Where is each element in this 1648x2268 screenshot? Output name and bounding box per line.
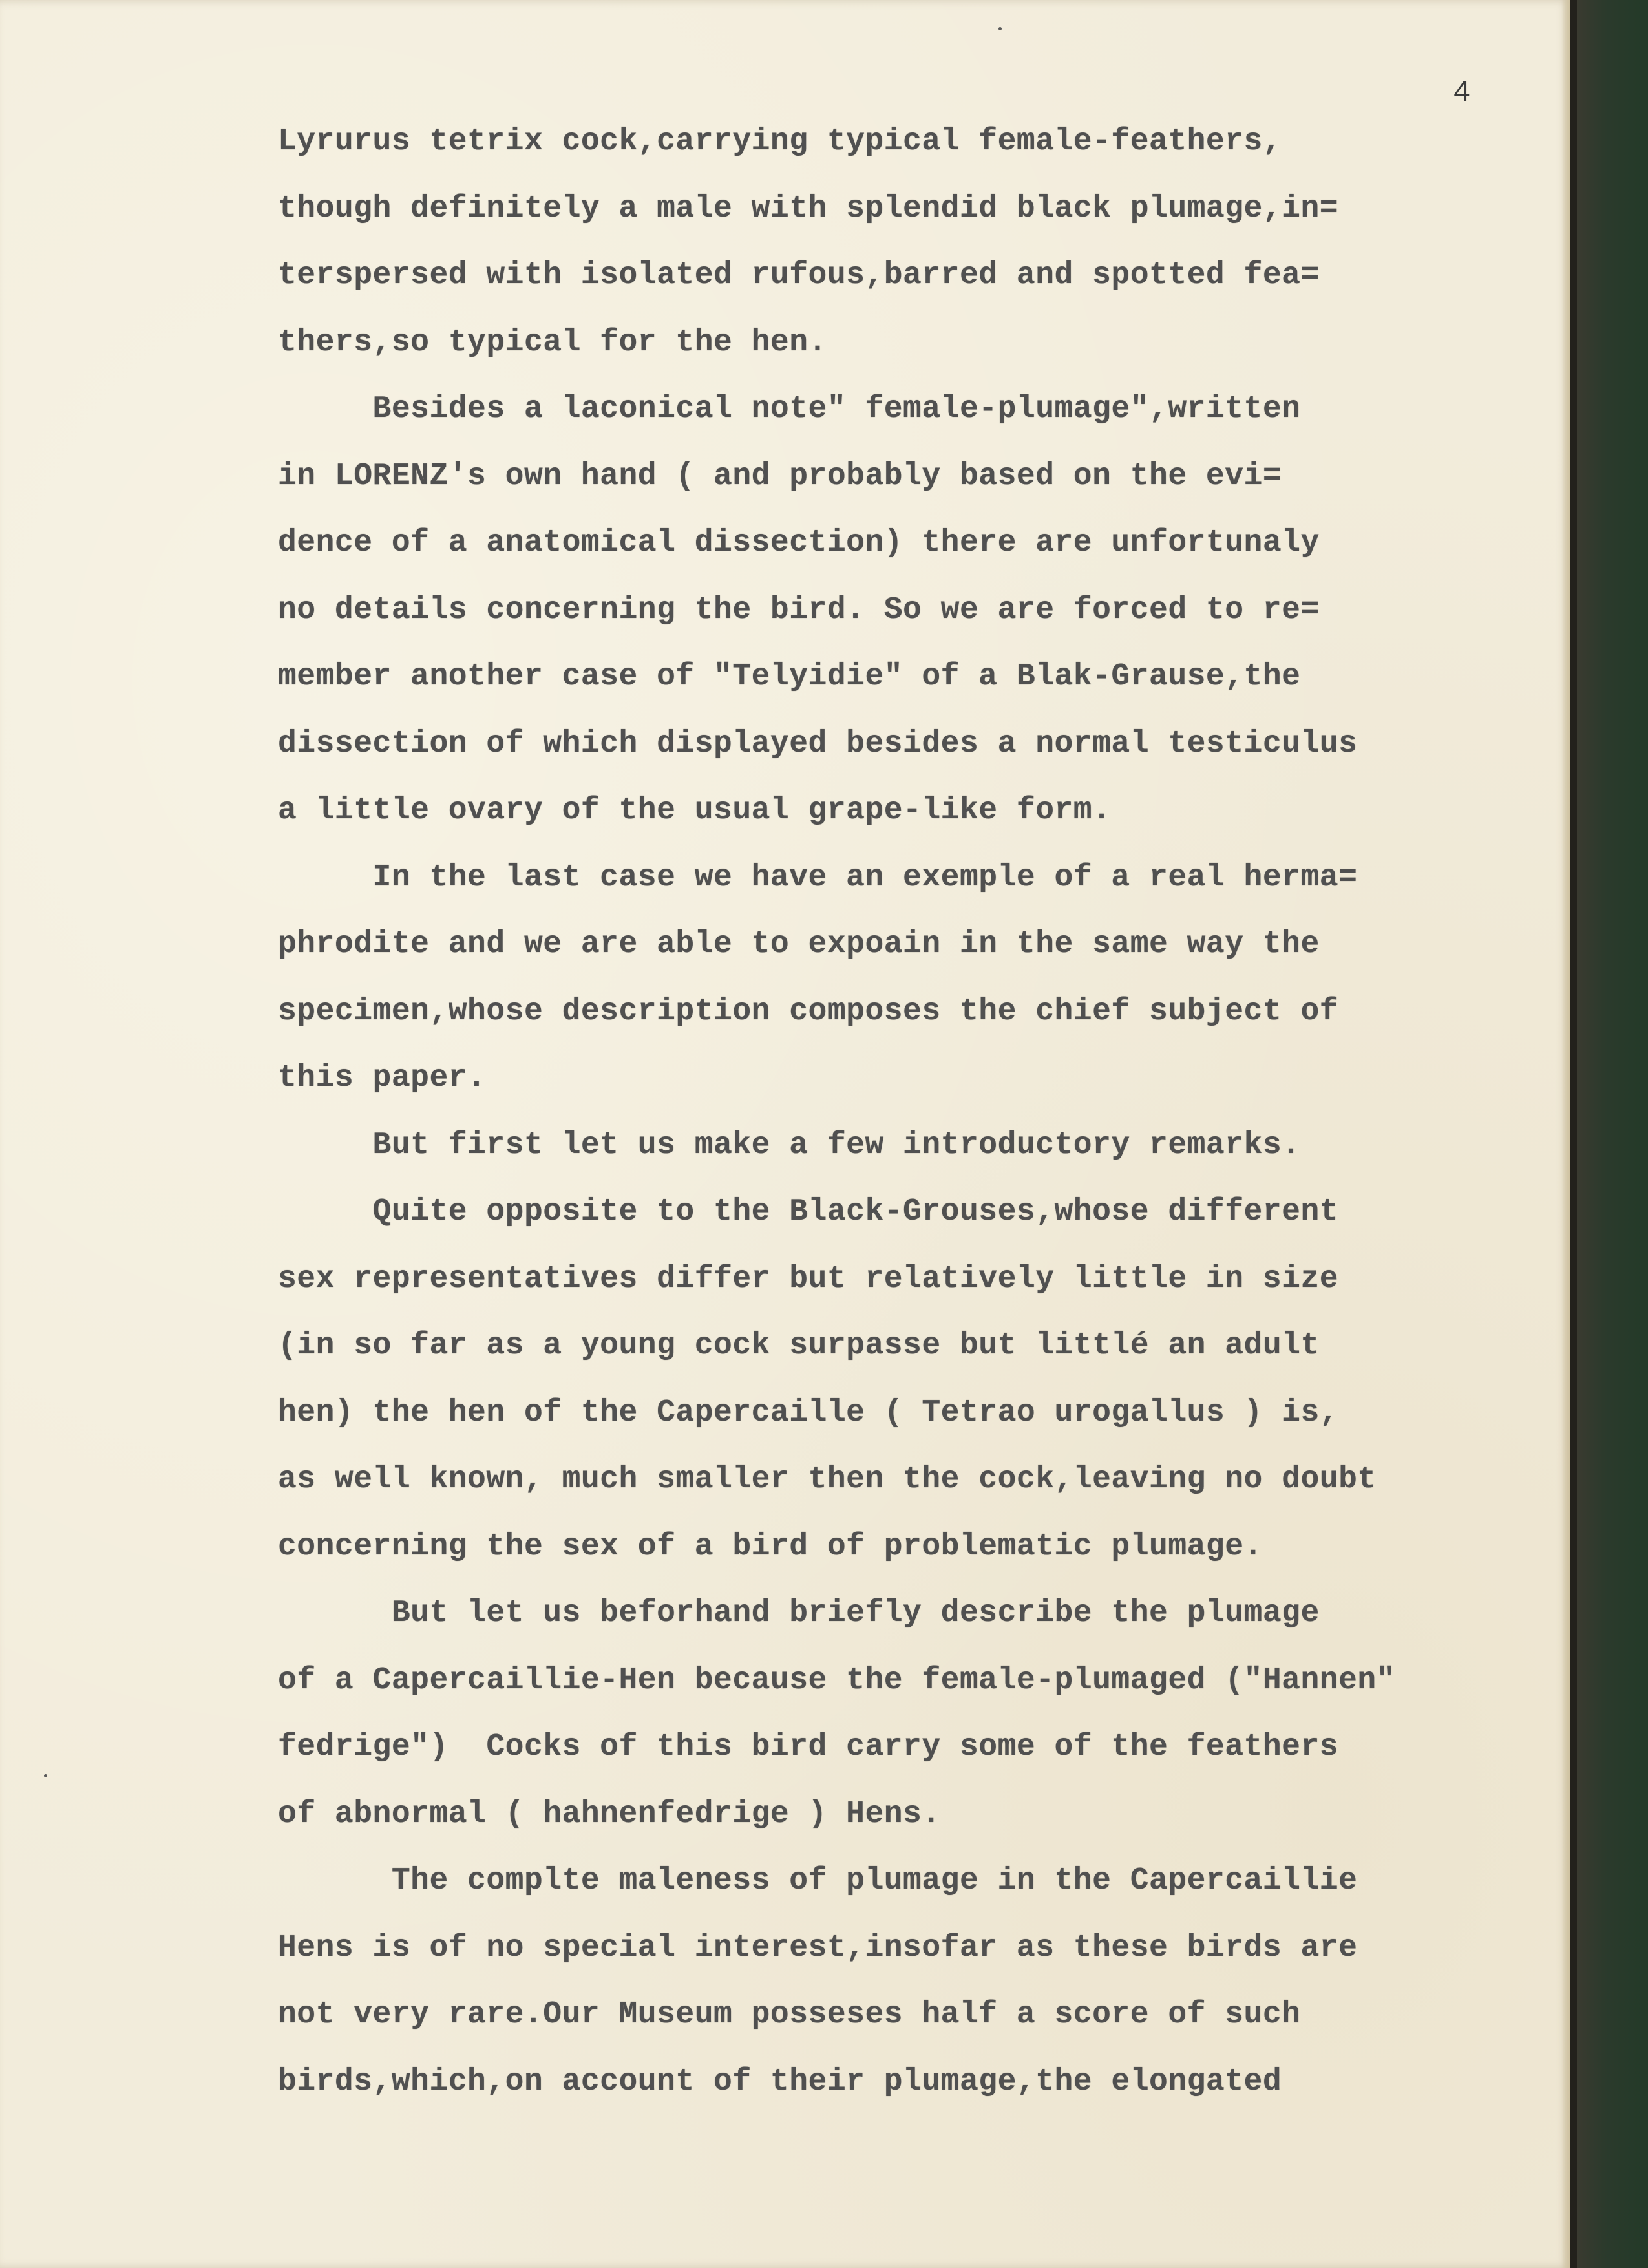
text-line: a little ovary of the usual grape-like form. bbox=[278, 793, 1112, 828]
text-line: (in so far as a young cock surpasse but littlé an adult bbox=[278, 1328, 1320, 1363]
text-line: Hens is of no special interest,insofar as these birds are bbox=[278, 1930, 1358, 1966]
text-line: terspersed with isolated rufous,barred and spotted fea= bbox=[278, 258, 1320, 293]
text-line: dissection of which displayed besides a normal testiculus bbox=[278, 726, 1358, 761]
text-line: birds,which,on account of their plumage,the elongated bbox=[278, 2064, 1282, 2099]
text-line: Quite opposite to the Black-Grouses,whose different bbox=[278, 1194, 1339, 1229]
text-line: fedrige") Cocks of this bird carry some of the feathers bbox=[278, 1730, 1339, 1765]
text-line: But first let us make a few introductory remarks. bbox=[278, 1127, 1301, 1163]
text-line: sex representatives differ but relatively little in size bbox=[278, 1261, 1339, 1297]
text-line: of abnormal ( hahnenfedrige ) Hens. bbox=[278, 1796, 941, 1832]
text-line: The complte maleness of plumage in the Capercaillie bbox=[278, 1863, 1358, 1898]
text-line: specimen,whose description composes the chief subject of bbox=[278, 993, 1339, 1029]
background-strip bbox=[1577, 0, 1648, 2268]
ink-speck bbox=[998, 27, 1002, 30]
page-number: 4 bbox=[1453, 76, 1471, 110]
text-line: of a Capercaillie-Hen because the female-plumaged ("Hannen" bbox=[278, 1662, 1395, 1698]
text-line: in LORENZ's own hand ( and probably based on the evi= bbox=[278, 458, 1282, 494]
text-line: Lyrurus tetrix cock,carrying typical female-feathers, bbox=[278, 124, 1282, 159]
text-line: no details concerning the bird. So we are forced to re= bbox=[278, 592, 1320, 628]
text-line: not very rare.Our Museum posseses half a score of such bbox=[278, 1997, 1301, 2032]
text-line: dence of a anatomical dissection) there are unfortunaly bbox=[278, 525, 1320, 560]
text-line: Besides a laconical note" female-plumage",written bbox=[278, 392, 1301, 427]
ink-speck bbox=[44, 1774, 47, 1777]
text-line: But let us beforhand briefly describe the plumage bbox=[278, 1596, 1320, 1631]
text-line: In the last case we have an exemple of a real herma= bbox=[278, 860, 1358, 895]
text-line: this paper. bbox=[278, 1061, 487, 1096]
text-line: concerning the sex of a bird of problematic plumage. bbox=[278, 1529, 1263, 1564]
text-line: phrodite and we are able to expoain in the same way the bbox=[278, 927, 1320, 962]
text-line: hen) the hen of the Capercaille ( Tetrao urogallus ) is, bbox=[278, 1395, 1339, 1430]
page-edge-shadow bbox=[1561, 0, 1570, 2268]
text-line: member another case of "Telyidie" of a Blak-Grause,the bbox=[278, 659, 1301, 694]
typewritten-body bbox=[278, 109, 1558, 2115]
text-line: thers,so typical for the hen. bbox=[278, 324, 827, 360]
text-line: though definitely a male with splendid black plumage,in= bbox=[278, 191, 1339, 226]
text-line: as well known, much smaller then the cock,leaving no doubt bbox=[278, 1462, 1377, 1497]
